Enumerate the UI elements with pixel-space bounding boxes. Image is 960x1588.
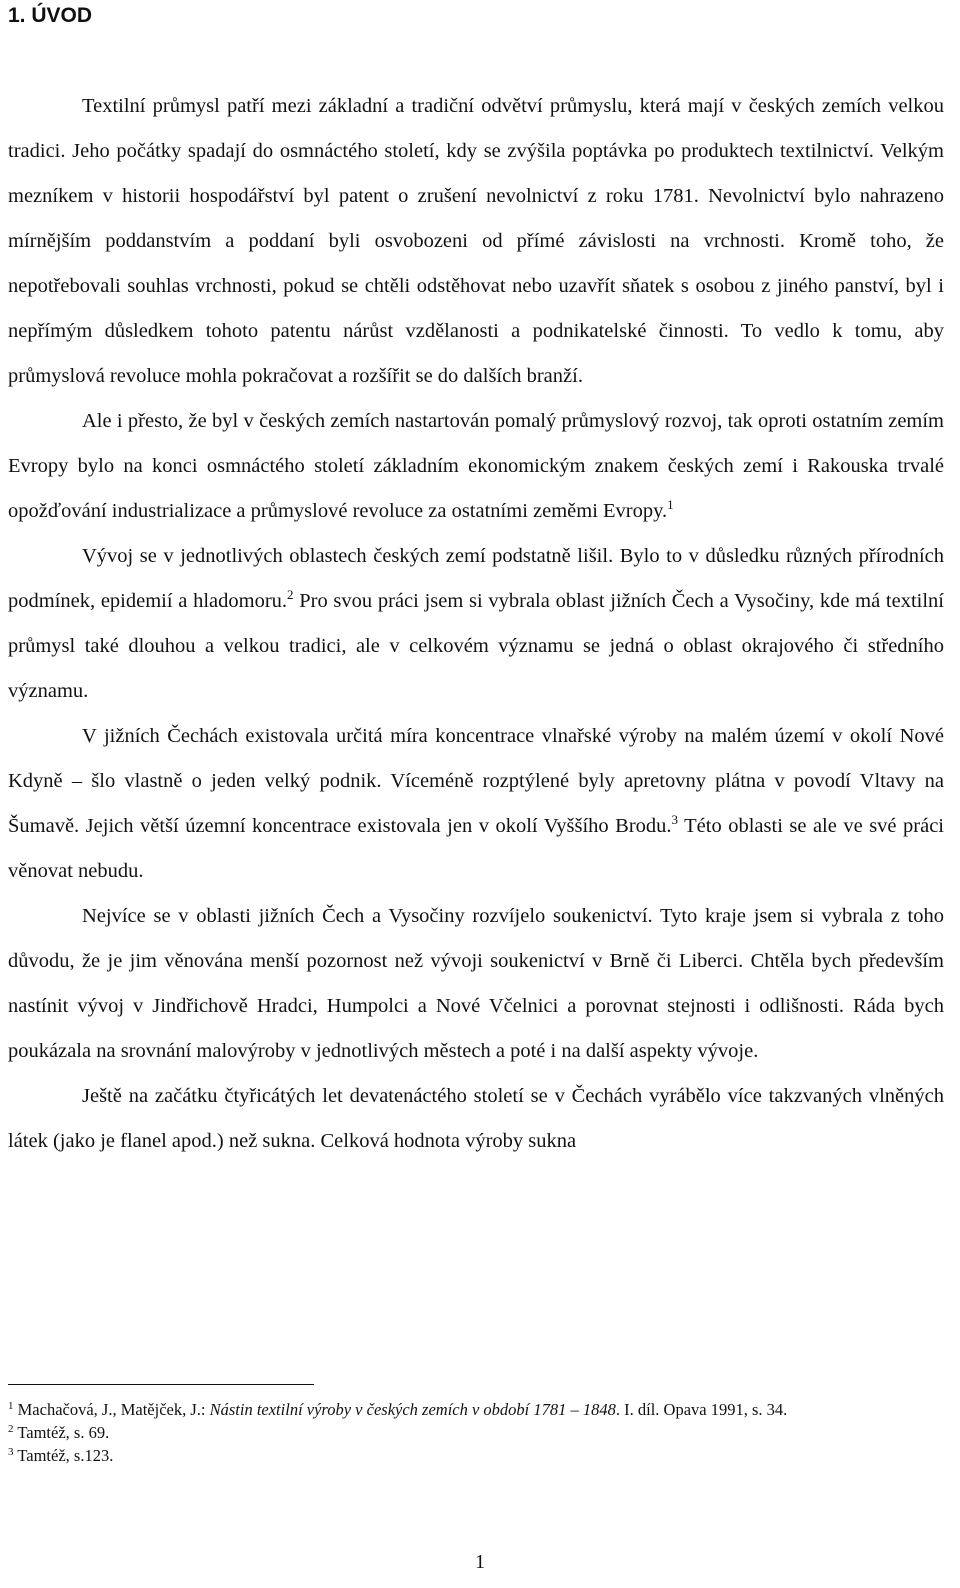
body-text (8, 84, 944, 1164)
footnote-number: 1 (8, 1400, 14, 1412)
page-number: 1 (475, 1551, 485, 1573)
footnote-3 (8, 1444, 944, 1467)
paragraph-1-text: Textilní průmysl patří mezi základní a tradiční odvětví průmyslu, která mají v českých zemích velkou tradici. Jeho počátky spadají do osmnáctého století, kdy se zvýšila poptávka po produktech textilnictví. Velkým mezníkem v historii hospodářství byl patent o zrušení nevolnictví z roku 1781. Nevolnictví bylo nahrazeno mírnějším poddanstvím a poddaní byli osvobozeni od přímé závislosti na vrchnosti. Kromě toho, že nepotřebovali souhlas vrchnosti, pokud se chtěli odstěhovat nebo uzavřít sňatek s osobou z jiného panství, byl i nepřímým důsledkem tohoto patentu nárůst vzdělanosti a podnikatelské činnosti. To vedlo k tomu, aby průmyslová revoluce mohla pokračovat a rozšířit se do dalších branží. (8, 95, 944, 387)
paragraph-6-text: Ještě na začátku čtyřicátých let devatenáctého století se v Čechách vyrábělo více takzvaných vlněných látek (jako je flanel apod.) než sukna. Celková hodnota výroby sukna (8, 1085, 944, 1152)
footnote-ref-2[interactable]: 2 (287, 587, 294, 602)
footnote-book-title: Nástin textilní výroby v českých zemích v období 1781 – 1848 (209, 1400, 616, 1419)
chapter-heading: 1. ÚVOD (8, 4, 93, 27)
paragraph-5-text: Nejvíce se v oblasti jižních Čech a Vysočiny rozvíjelo soukenictví. Tyto kraje jsem si vybrala z toho důvodu, že je jim věnována menší pozornost než vývoji soukenictví v Brně či Liberci. Chtěla bych především nastínit vývoj v Jindřichově Hradci, Humpolci a Nové Včelnici a porovnat stejnosti i odlišnosti. Ráda bych poukázala na srovnání malovýroby v jednotlivých městech a poté i na další aspekty vývoje. (8, 905, 944, 1062)
paragraph-5 (8, 894, 944, 1074)
footnote-source-rest: . I. díl. Opava 1991, s. 34. (615, 1400, 788, 1419)
paragraph-4-text: V jižních Čechách existovala určitá míra koncentrace vlnařské výroby na malém území v okolí Nové Kdyně – šlo vlastně o jeden velký podnik. Víceméně rozptýlené byly apretovny plátna v povodí Vltavy na Šumavě. Jejich větší územní koncentrace existovala jen v okolí Vyššího Brodu. (8, 725, 944, 837)
paragraph-6 (8, 1074, 944, 1164)
footnotes (8, 1398, 944, 1467)
footnote-number: 2 (8, 1423, 14, 1435)
footnote-1 (8, 1398, 944, 1421)
footnote-text: Tamtéž, s. 69. (17, 1423, 110, 1442)
paragraph-4-text-after: Této oblasti se ale ve své práci věnovat nebudu. (8, 815, 944, 882)
paragraph-2 (8, 399, 944, 534)
paragraph-3 (8, 534, 944, 714)
footnote-ref-3[interactable]: 3 (671, 812, 679, 827)
paragraph-4 (8, 714, 944, 894)
paragraph-3-text-after: Pro svou práci jsem si vybrala oblast jižních Čech a Vysočiny, kde má textilní průmysl také dlouhou a velkou tradici, ale v celkovém významu se jedná o oblast okrajového či středního významu. (8, 590, 944, 702)
footnote-text: Tamtéž, s.123. (17, 1446, 114, 1465)
paragraph-2-text: Ale i přesto, že byl v českých zemích nastartován pomalý průmyslový rozvoj, tak oproti ostatním zemím Evropy bylo na konci osmnáctého století základním ekonomickým znakem českých zemí i Rakouska trvalé opožďování industrializace a průmyslové revoluce za ostatními zeměmi Evropy. (8, 410, 944, 522)
footnote-number: 3 (8, 1446, 14, 1458)
footnote-ref-1[interactable]: 1 (667, 497, 674, 512)
paragraph-1 (8, 84, 944, 399)
paragraph-3-text: Vývoj se v jednotlivých oblastech českých zemí podstatně lišil. Bylo to v důsledku různých přírodních podmínek, epidemií a hladomoru. (8, 545, 944, 612)
footnote-separator (8, 1384, 314, 1385)
footnote-authors: Machačová, J., Matějček, J.: (17, 1400, 210, 1419)
footnote-2 (8, 1421, 944, 1444)
